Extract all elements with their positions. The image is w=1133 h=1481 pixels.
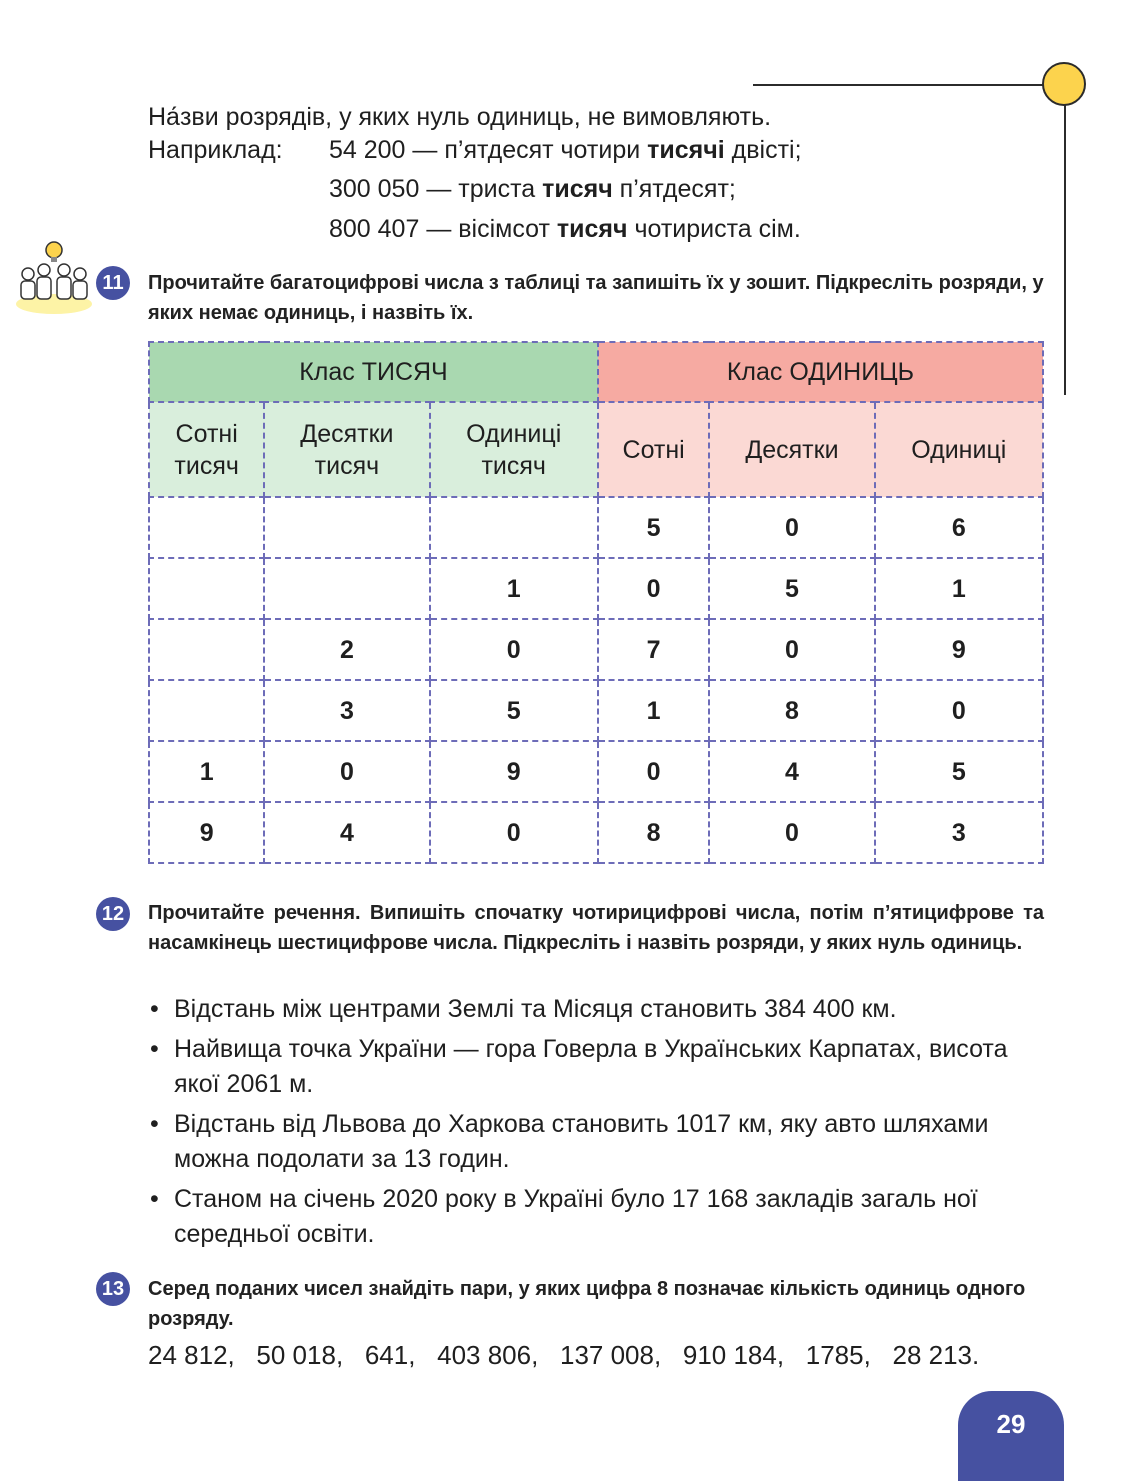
table-cell: 1 <box>149 741 264 802</box>
table-cell <box>430 497 598 558</box>
decorative-dot <box>1042 62 1086 106</box>
task-number-badge: 13 <box>96 1272 130 1306</box>
list-item: • Відстань від Львова до Харкова становить 1017 км, яку авто шляхами можна подолати за 13 годин. <box>148 1107 1041 1177</box>
sentence-list <box>148 992 1041 1257</box>
table-cell: 3 <box>264 680 429 741</box>
decorative-line-vertical <box>1064 100 1066 395</box>
example-3: 800 407 — вісімсот тисяч чотириста сім. <box>329 215 801 243</box>
table-cell: 0 <box>430 619 598 680</box>
table-cell <box>149 558 264 619</box>
task-13-instruction: Серед поданих чисел знайдіть пари, у яких цифра 8 позначає кількість одиниць одного розряду. <box>148 1278 1026 1330</box>
example-2: 300 050 — триста тисяч п’ятдесят; <box>329 175 736 203</box>
table-cell: 5 <box>709 558 874 619</box>
place-value-table <box>148 341 1044 864</box>
table-cell: 5 <box>598 497 709 558</box>
example-label: Наприклад: <box>148 136 283 164</box>
table-cell: 8 <box>709 680 874 741</box>
rule-text: На́зви розрядів, у яких нуль одиниць, не вимовляють. <box>148 103 772 131</box>
table-cell: 5 <box>875 741 1043 802</box>
table-cell: 1 <box>875 558 1043 619</box>
table-cell <box>264 558 429 619</box>
decorative-line <box>753 84 1043 86</box>
list-item: • Найвища точка України — гора Говерла в Українських Карпатах, висота якої 2061 м. <box>148 1032 1041 1102</box>
table-row <box>149 619 1043 680</box>
table-cell: 3 <box>875 802 1043 863</box>
subheader-thousands: Одиниці тисяч <box>430 402 598 497</box>
list-item: • Відстань між центрами Землі та Місяця становить 384 400 км. <box>148 992 1041 1027</box>
task-12-instruction: Прочитайте речення. Випишіть спочатку чотирицифрові числа, потім п’ятицифрове та насамкінець шестицифрове числа. Підкресліть і назвіть розряди, у яких нуль одиниць. <box>148 902 1044 954</box>
table-cell: 4 <box>709 741 874 802</box>
table-cell: 9 <box>430 741 598 802</box>
table-cell: 0 <box>709 802 874 863</box>
table-cell: 7 <box>598 619 709 680</box>
number-list: 24 812, 50 018, 641, 403 806, 137 008, 910 184, 1785, 28 213. <box>148 1340 980 1370</box>
class-thousands-header: Клас ТИСЯЧ <box>149 342 598 402</box>
table-row <box>149 802 1043 863</box>
table-cell: 4 <box>264 802 429 863</box>
table-cell: 1 <box>598 680 709 741</box>
class-units-header: Клас ОДИНИЦЬ <box>598 342 1043 402</box>
table-row <box>149 680 1043 741</box>
task-number-badge: 12 <box>96 897 130 931</box>
table-row <box>149 558 1043 619</box>
table-row <box>149 741 1043 802</box>
table-cell: 1 <box>430 558 598 619</box>
list-item: • Станом на січень 2020 року в Україні було 17 168 закладів загаль ної середньої освіти. <box>148 1182 1041 1252</box>
table-cell: 2 <box>264 619 429 680</box>
table-cell: 0 <box>709 497 874 558</box>
example-1: 54 200 — п’ятдесят чотири тисячі двісті; <box>329 136 802 164</box>
subheader-ten-thousands: Десятки тисяч <box>264 402 429 497</box>
group-work-icon <box>14 238 94 316</box>
table-cell: 0 <box>430 802 598 863</box>
table-cell: 0 <box>875 680 1043 741</box>
table-cell: 9 <box>149 802 264 863</box>
table-cell <box>149 680 264 741</box>
table-cell <box>264 497 429 558</box>
table-cell <box>149 497 264 558</box>
table-cell: 0 <box>264 741 429 802</box>
table-cell <box>149 619 264 680</box>
page-number: 29 <box>958 1391 1064 1481</box>
subheader-hundreds: Сотні <box>598 402 709 497</box>
table-cell: 0 <box>709 619 874 680</box>
subheader-hundred-thousands: Сотні тисяч <box>149 402 264 497</box>
table-cell: 9 <box>875 619 1043 680</box>
table-row <box>149 497 1043 558</box>
table-cell: 0 <box>598 741 709 802</box>
table-cell: 5 <box>430 680 598 741</box>
task-number-badge: 11 <box>96 266 130 300</box>
subheader-tens: Десятки <box>709 402 874 497</box>
table-cell: 8 <box>598 802 709 863</box>
table-cell: 6 <box>875 497 1043 558</box>
task-11-instruction: Прочитайте багатоцифрові числа з таблиці та запишіть їх у зошит. Підкресліть розряди, у яких немає одиниць, і назвіть їх. <box>148 272 1044 324</box>
table-cell: 0 <box>598 558 709 619</box>
subheader-units: Одиниці <box>875 402 1043 497</box>
